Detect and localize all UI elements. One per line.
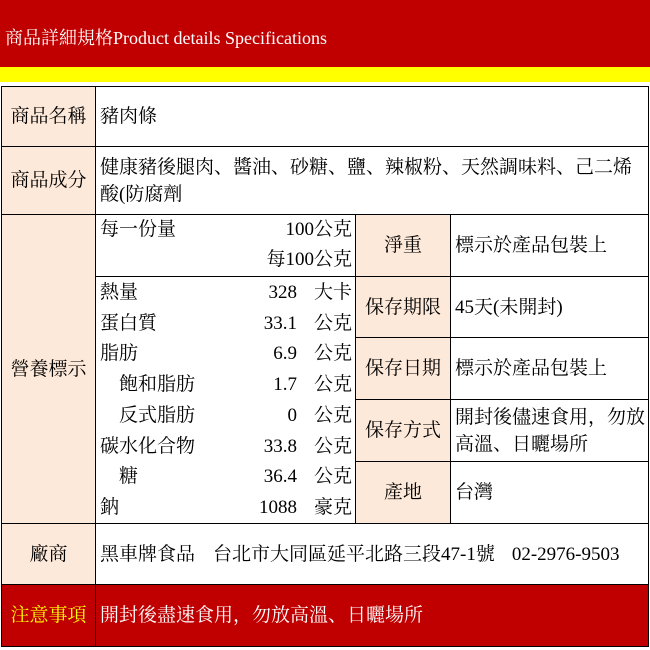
nutrient-row-energy [96, 277, 355, 308]
manufacturer-name: 黑車牌食品 [100, 543, 196, 565]
origin-value: 台灣 [455, 482, 494, 503]
nutrient-name: 碳水化合物 [100, 435, 196, 457]
notice-text: 開封後盡速食用，勿放高溫、日曬場所 [100, 605, 424, 626]
net-weight-label: 淨重 [356, 215, 451, 277]
nutrient-row-fat [96, 339, 355, 370]
nutrient-unit: 豪克 [313, 497, 352, 519]
nutrient-value: 33.8 [263, 435, 297, 457]
nutrient-name: 飽和脂肪 [119, 374, 196, 396]
nutrient-unit: 公克 [313, 312, 352, 334]
origin-cell [451, 462, 649, 524]
manufacturer-label: 廠商 [2, 524, 96, 585]
nutrient-list [96, 277, 356, 524]
origin-label: 產地 [356, 462, 451, 524]
nutrient-unit: 大卡 [313, 281, 352, 303]
spec-header-bar [0, 0, 650, 67]
nutrient-row-sodium [96, 492, 355, 523]
nutrient-name: 反式脂肪 [119, 404, 196, 426]
serving-size-line [96, 215, 355, 245]
expiry-date-label: 保存日期 [356, 338, 451, 400]
nutrient-value: 328 [268, 281, 297, 303]
product-name-value: 豬肉條 [100, 106, 158, 127]
nutrient-name: 蛋白質 [100, 312, 158, 334]
net-weight-value: 標示於產品包裝上 [455, 235, 608, 256]
nutrient-value: 1088 [259, 497, 297, 519]
spec-header-title: 商品詳細規格Product details Specifications [5, 27, 327, 48]
notice-label: 注意事項 [2, 585, 96, 647]
nutrition-label: 營養標示 [2, 215, 96, 524]
nutrient-value: 1.7 [273, 374, 297, 396]
serving-size-cell [96, 215, 356, 277]
nutrient-unit: 公克 [313, 374, 352, 396]
nutrient-name: 糖 [119, 466, 139, 488]
manufacturer-cell [96, 524, 649, 585]
nutrient-value: 0 [287, 404, 297, 426]
nutrient-name: 熱量 [100, 281, 139, 303]
nutrient-row-saturated-fat [96, 369, 355, 400]
storage-method-label: 保存方式 [356, 400, 451, 462]
product-name-label: 商品名稱 [2, 87, 96, 147]
nutrient-name: 脂肪 [100, 343, 139, 365]
nutrient-value: 33.1 [263, 312, 297, 334]
shelf-life-cell [451, 277, 649, 338]
nutrient-row-sugar [96, 462, 355, 493]
spec-table [1, 86, 649, 647]
manufacturer-address: 台北市大同區延平北路三段47-1號 [213, 543, 495, 565]
nutrient-row-carbohydrate [96, 431, 355, 462]
expiry-date-cell [451, 338, 649, 400]
storage-method-cell [451, 400, 649, 462]
notice-cell [96, 585, 649, 647]
storage-method-value: 開封後儘速食用，勿放高溫、日曬場所 [455, 406, 646, 455]
nutrient-unit: 公克 [313, 466, 352, 488]
nutrient-unit: 公克 [313, 404, 352, 426]
per-basis-label: 每100公克 [266, 249, 352, 270]
nutrient-name: 鈉 [100, 497, 120, 519]
nutrient-row-trans-fat [96, 400, 355, 431]
net-weight-cell [451, 215, 649, 277]
nutrient-value: 36.4 [263, 466, 297, 488]
serving-size-value: 100公克 [285, 219, 352, 240]
ingredients-value: 健康豬後腿肉、醬油、砂糖、鹽、辣椒粉、天然調味料、己二烯酸(防腐劑 [100, 156, 633, 205]
expiry-date-value: 標示於產品包裝上 [455, 358, 608, 379]
ingredients-label: 商品成分 [2, 147, 96, 215]
nutrient-value: 6.9 [273, 343, 297, 365]
shelf-life-label: 保存期限 [356, 277, 451, 338]
serving-label: 每一份量 [100, 219, 177, 240]
header-accent-stripe [0, 67, 650, 82]
nutrient-unit: 公克 [313, 435, 352, 457]
product-name-cell [96, 87, 649, 147]
nutrient-unit: 公克 [313, 343, 352, 365]
per-basis-line [96, 245, 355, 275]
shelf-life-value: 45天(未開封) [455, 296, 563, 318]
manufacturer-phone: 02-2976-9503 [511, 543, 620, 565]
nutrient-row-protein [96, 308, 355, 339]
ingredients-cell [96, 147, 649, 215]
